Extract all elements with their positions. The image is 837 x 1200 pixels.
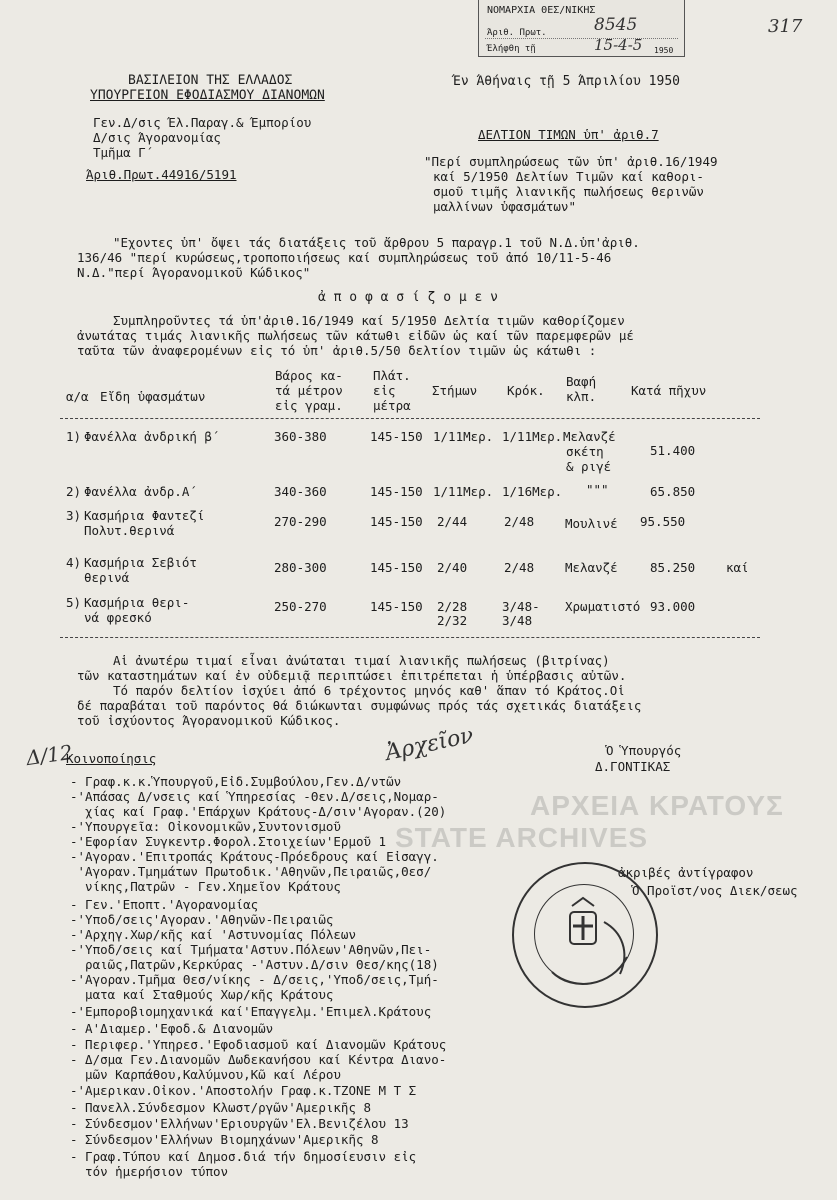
decision-heading: ἀ π ο φ α σ ί ζ ο μ ε ν	[318, 290, 499, 305]
subject-line-2: καί 5/1950 Δελτίων Τιμῶν καί καθορι-	[433, 169, 704, 184]
row-3-weft: 2/48	[504, 514, 535, 529]
row-5-warp-2: 2/32	[437, 613, 468, 628]
distribution-line: χίας καί Γραφ.'Επάρχων Κράτους-Δ/σιν'Αγοραν.(20)	[70, 804, 447, 819]
column-header-weft: Κρόκ.	[507, 383, 545, 398]
row-3-width: 145-150	[370, 514, 423, 529]
row-2-weft: 1/16Μερ.	[502, 484, 563, 499]
column-header-price: Κατά πῆχυν	[631, 383, 707, 398]
certifying-officer: Ὁ Προϊστ/νος Διεκ/σεως	[632, 883, 798, 898]
department-market: Δ/σις Άγορανομίας	[93, 130, 221, 145]
bulletin-title: ΔΕΛΤΙΟΝ ΤΙΜΩΝ ὑπ' ἀριθ.7	[478, 127, 659, 142]
subject-line-3: σμοῦ τιμῆς λιανικῆς πωλήσεως θερινῶν	[433, 184, 704, 199]
row-4-price: 85.250	[650, 560, 696, 575]
stamp-arith-label: Άριθ. Πρωτ.	[487, 28, 547, 38]
distribution-line: - Πανελλ.Σύνδεσμον Κλωστ/ργῶν'Αμερικῆς 8	[70, 1100, 372, 1115]
kingdom-heading: ΒΑΣΙΛΕΙΟΝ ΤΗΣ ΕΛΛΑΔΟΣ	[128, 73, 293, 88]
table-bottom-rule	[60, 637, 760, 638]
decision-line-1: Συμπληροῦντες τά ὑπ'ἀριθ.16/1949 καί 5/1950 Δελτία τιμῶν καθορίζομεν	[113, 313, 625, 328]
row-5-weight: 250-270	[274, 599, 327, 614]
intro-line-1: "Εχοντες ὑπ' ὄψει τάς διατάξεις τοῦ ἄρθρου 5 παραγρ.1 τοῦ Ν.Δ.ὑπ'ἀριθ.	[113, 235, 640, 250]
stamp-authority: ΝΟΜΑΡΧΙΑ ΘΕΣ/ΝΙΚΗΣ	[487, 5, 596, 16]
subject-line-4: μαλλίνων ὑφασμάτων"	[433, 199, 576, 214]
stamp-emblem	[512, 862, 654, 1004]
distribution-line: μῶν Καρπάθου,Καλύμνου,Κῶ καί Λέρου	[70, 1067, 341, 1082]
column-header-dye-1: Βαφή	[566, 374, 597, 389]
handwritten-archive-note: Ἀρχεῖον	[383, 723, 476, 767]
column-header-weight-3: εἰς γραμ.	[275, 398, 343, 413]
registry-stamp	[478, 0, 685, 57]
row-1-dye-3: & ριγέ	[566, 459, 612, 474]
distribution-line: - Σύνδεσμον'Ελλήνων'Εριουργῶν'Ελ.Βενιζέλου 13	[70, 1116, 409, 1131]
row-1-dye-2: σκέτη	[566, 444, 604, 459]
row-2-price: 65.850	[650, 484, 696, 499]
row-5-weft: 3/48-	[502, 599, 540, 614]
column-header-number: α/α	[66, 389, 89, 404]
closing-line-5: τοῦ ἰσχύοντος Άγορανομικοῦ Κώδικος.	[77, 713, 341, 728]
distribution-line: - Γεν.'Εποπτ.'Αγορανομίας	[70, 897, 259, 912]
closing-line-3: Τό παρόν δελτίον ἰσχύει ἀπό 6 τρέχοντος μηνός καθ' ἅπαν τό Κράτος.Οἱ	[113, 683, 625, 698]
distribution-line: - Γραφ.κ.κ.Ὑπουργοῦ,Εἰδ.Συμβούλου,Γεν.Δ/ντῶν	[70, 774, 402, 789]
row-5-item-2: νά φρεσκό	[84, 610, 152, 625]
row-3-weight: 270-290	[274, 514, 327, 529]
row-4-continuation: καί	[726, 560, 749, 575]
stamp-received-value: 15-4-5	[594, 36, 643, 54]
closing-line-2: τῶν καταστημάτων καί ἐν οὐδεμιᾷ περιπτώσει ἐπιτρέπεται ἡ ὑπέρβασις αὐτῶν.	[77, 668, 627, 683]
row-3-item-2: Πολυτ.θερινά	[84, 523, 175, 538]
protocol-number: Άριθ.Πρωτ.44916/5191	[86, 167, 237, 182]
row-4-weight: 280-300	[274, 560, 327, 575]
distribution-line: - Α'Διαμερ.'Εφοδ.& Διανομῶν	[70, 1021, 274, 1036]
row-4-weft: 2/48	[504, 560, 535, 575]
distribution-line: - Γραφ.Τύπου καί Δημοσ.διά τήν δημοσίευσιν εἰς	[70, 1149, 417, 1164]
decision-line-2: ἀνωτάτας τιμάς λιανικῆς πωλήσεως τῶν κάτωθι εἰδῶν ὡς καί τῶν παρεμφερῶν μέ	[77, 328, 634, 343]
column-header-weight-1: Βάρος κα-	[275, 368, 343, 383]
row-2-weight: 340-360	[274, 484, 327, 499]
row-1-price: 51.400	[650, 443, 696, 458]
row-1-width: 145-150	[370, 429, 423, 444]
intro-line-3: Ν.Δ."περί Άγορανομικοῦ Κώδικος"	[77, 265, 311, 280]
ministry-heading: ΥΠΟΥΡΓΕΙΟΝ ΕΦΟΔΙΑΣΜΟΥ ΔΙΑΝΟΜΩΝ	[90, 88, 325, 103]
signature-title: Ὁ Ὑπουργός	[606, 743, 682, 758]
distribution-line: -'Υπουργεῖα: Οἰκονομικῶν,Συντονισμοῦ	[70, 819, 341, 834]
page-number: 317	[768, 16, 803, 37]
column-header-width-2: εἰς	[373, 383, 396, 398]
table-rule	[60, 418, 760, 419]
distribution-line: - Σύνδεσμον'Ελλήνων Βιομηχάνων'Αμερικῆς 8	[70, 1132, 379, 1147]
distribution-line: - Περιφερ.'Υπηρεσ.'Εφοδιασμοῦ καί Διανομῶν Κράτους	[70, 1037, 447, 1052]
column-header-width-3: μέτρα	[373, 398, 411, 413]
place-date: Έν Άθήναις τῇ 5 Άπριλίου 1950	[453, 74, 680, 89]
row-5-weft-2: 3/48	[502, 613, 533, 628]
column-header-dye-2: κλπ.	[566, 389, 597, 404]
signature-name: Δ.ΓΟΝΤΙΚΑΣ	[595, 759, 671, 774]
watermark-english: STATE ARCHIVES	[395, 822, 649, 853]
distribution-line: -'Απάσας Δ/νσεις καί Ὑπηρεσίας -Θεν.Δ/σεις,Νομαρ-	[70, 789, 439, 804]
row-4-number: 4)	[66, 555, 82, 570]
row-5-price: 93.000	[650, 599, 696, 614]
row-2-item: Φανέλλα ἀνδρ.Α΄	[84, 484, 197, 499]
certified-copy-note: ἀκριβές ἀντίγραφον	[618, 865, 754, 880]
row-1-warp: 1/11Μερ.	[433, 429, 494, 444]
row-3-item: Κασμήρια Φαντεζί	[84, 508, 205, 523]
distribution-line: -'Αμερικαν.Οἰκον.'Αποστολήν Γραφ.κ.ΤΖΟΝΕ Μ Τ Σ	[70, 1083, 417, 1098]
row-1-item: Φανέλλα ἀνδρική β΄	[84, 429, 220, 444]
subject-line-1: "Περί συμπληρώσεως τῶν ὑπ' ἀριθ.16/1949	[424, 154, 718, 169]
official-round-stamp	[512, 862, 658, 1008]
row-1-dye: Μελανζέ	[563, 429, 616, 444]
decision-line-3: ταῦτα τῶν ἀναφερομένων εἰς τό ὑπ' ἀριθ.5/50 δελτίον τιμῶν ὡς κάτωθι :	[77, 343, 597, 358]
distribution-line: -'Αγοραν.Τμῆμα Θεσ/νίκης - Δ/σεις,'Υποδ/σεις,Τμή-	[70, 972, 439, 987]
column-header-warp: Στήμων	[432, 383, 478, 398]
row-2-warp: 1/11Μερ.	[433, 484, 494, 499]
row-3-price: 95.550	[640, 514, 686, 529]
stamp-year: 1950	[654, 46, 674, 55]
row-3-number: 3)	[66, 508, 82, 523]
intro-line-2: 136/46 "περί κυρώσεως,τροποποιήσεως καί συμπληρώσεως τοῦ ἀπό 10/11-5-46	[77, 250, 612, 265]
row-5-number: 5)	[66, 595, 82, 610]
closing-line-4: δέ παραβάται τοῦ παρόντος θά διώκωνται συμφώνως πρός τάς σχετικάς διατάξεις	[77, 698, 642, 713]
row-3-dye: Μουλινέ	[565, 516, 618, 531]
distribution-line: - Δ/σμα Γεν.Διανομῶν Δωδεκανήσου καί Κέντρα Διανο-	[70, 1052, 447, 1067]
closing-line-1: Αἱ ἀνωτέρω τιμαί εἶναι ἀνώταται τιμαί λιανικῆς πωλήσεως (βιτρίνας)	[113, 653, 610, 668]
row-5-warp: 2/28	[437, 599, 468, 614]
distribution-line: -'Αρχηγ.Χωρ/κῆς καί 'Αστυνομίας Πόλεων	[70, 927, 356, 942]
distribution-line: -'Υποδ/σεις καί Τμήματα'Αστυν.Πόλεων'Αθηνῶν,Πει-	[70, 942, 432, 957]
row-1-number: 1)	[66, 429, 82, 444]
row-4-warp: 2/40	[437, 560, 468, 575]
distribution-line: νίκης,Πατρῶν - Γεν.Χημεῖον Κράτους	[70, 879, 341, 894]
stamp-arith-value: 8545	[594, 15, 638, 35]
row-2-number: 2)	[66, 484, 82, 499]
distribution-line: 'Αγοραν.Τμημάτων Πρωτοδικ.'Αθηνῶν,Πειραιῶς,Θεσ/	[70, 864, 432, 879]
department-general: Γεν.Δ/σις Έλ.Παραγ.& Έμπορίου	[93, 115, 312, 130]
row-4-width: 145-150	[370, 560, 423, 575]
row-5-dye: Χρωματιστό	[565, 599, 641, 614]
row-5-width: 145-150	[370, 599, 423, 614]
department-section: Τμῆμα Γ΄	[93, 145, 154, 160]
distribution-heading: Κοινοποίησις	[66, 751, 157, 766]
distribution-line: ραιῶς,Πατρῶν,Κερκύρας -'Αστυν.Δ/σιν Θεσ/κης(18)	[70, 957, 439, 972]
distribution-line: -'Υποδ/σεις'Αγοραν.'Αθηνῶν-Πειραιῶς	[70, 912, 334, 927]
row-2-dye: """	[586, 482, 609, 497]
distribution-line: -'Εφορίαν Συγκεντρ.Φορολ.Στοιχείων'Ερμοῦ 1	[70, 834, 387, 849]
distribution-line: -'Εμποροβιομηχανικά καί'Επαγγελμ.'Επιμελ.Κράτους	[70, 1004, 432, 1019]
distribution-line: ματα καί Σταθμούς Χωρ/κῆς Κράτους	[70, 987, 334, 1002]
row-4-item: Κασμήρια Σεβιότ	[84, 555, 197, 570]
row-4-dye: Μελανζέ	[565, 560, 618, 575]
row-5-item: Κασμήρια θερι-	[84, 595, 190, 610]
watermark-greek: ΑΡΧΕΙΑ ΚΡΑΤΟΥΣ	[530, 790, 784, 821]
column-header-item: Εἴδη ὑφασμάτων	[100, 389, 206, 404]
column-header-width-1: Πλάτ.	[373, 368, 411, 383]
column-header-weight-2: τά μέτρον	[275, 383, 343, 398]
row-1-weight: 360-380	[274, 429, 327, 444]
distribution-line: -'Αγοραν.'Επιτροπάς Κράτους-Πρόεδρους καί Εἰσαγγ.	[70, 849, 439, 864]
distribution-line: τόν ἡμερήσιον τύπον	[70, 1164, 229, 1179]
row-3-warp: 2/44	[437, 514, 468, 529]
row-1-weft: 1/11Μερ.	[502, 429, 563, 444]
handwritten-margin-note: Δ/12	[24, 739, 75, 771]
row-2-width: 145-150	[370, 484, 423, 499]
stamp-received-label: Έλήφθη τῇ	[487, 44, 536, 54]
row-4-item-2: θερινά	[84, 570, 130, 585]
